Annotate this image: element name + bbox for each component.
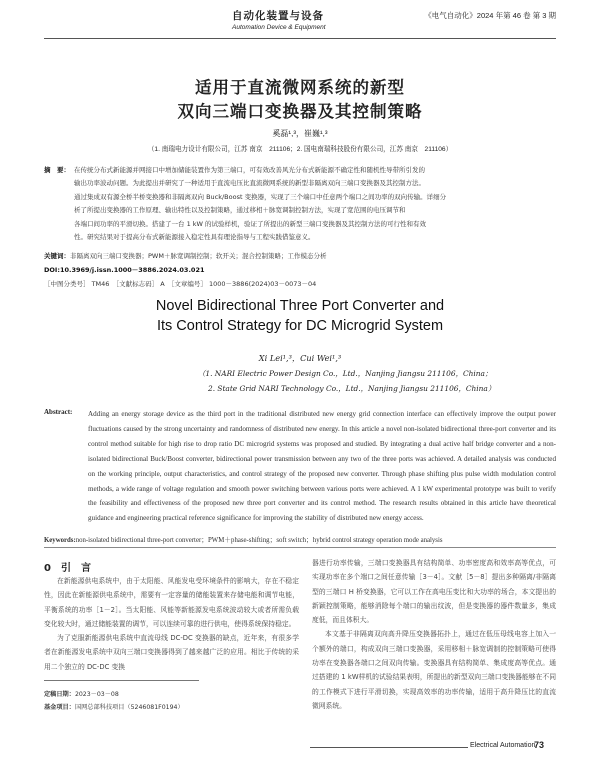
keywords-en-text: non-isolated bidirectional three-port converter；PWM＋phase-shifting；soft switch；hybrid control strategy operation mode analysis [75,537,443,544]
abstract-en-label: Abstract: [44,408,73,416]
journal-title-cn: 自动化装置与设备 [232,10,324,22]
intro-paragraph: 在新能源供电系统中，由于太阳能、风能发电受环境条件的影响大，存在不稳定性，因此在新能源供电系统中，需要有一定容量的储能装置来存储电能和调节电能，平衡系统的功率［1－2］。当太阳能、风能等新能源发电系统波动较大或者所需负载变化较大时，通过储能装置的调节，可以连续可靠的进行供电，使得系统保持稳定。 [44,577,299,628]
title-en-line1: Novel Bidirectional Three Port Converter and [155,298,445,314]
footnote-rule [44,680,199,681]
intro-paragraph: 为了克服新能源供电系统中直流母线 DC-DC 变换器的缺点，近年来，有很多学者在新能源发电系统中双向三端口变换器得到了越来越广泛的应用。相比于传统的采用二个独立的 DC-DC 变换 [44,634,299,671]
footnote-received [44,689,119,698]
title-cn-line1: 适用于直流微网系统的新型 [195,78,405,97]
abstract-cn-line: 性。研究结果对于提高分布式新能源接入稳定性具有理论指导与工程实践借鉴意义。 [74,233,315,242]
header-rule [44,38,556,39]
footer-journal-label: Electrical Automation [470,742,536,749]
authors-cn: 奚磊¹,³，崔巍¹,³ [272,129,328,138]
section-rule [44,547,556,548]
affiliation-cn: （1. 南瑞电力设计有限公司，江苏 南京 211106；2. 国电南瑞科技股份有限公司，江苏 南京 211106） [147,146,453,153]
page-number: 73 [534,740,545,750]
doi-text: 10.3969/j.issn.1000－3886.2024.03.021 [59,266,205,274]
abstract-cn [44,164,556,246]
abstract-cn-text [74,164,556,244]
doi-label: DOI: [44,266,60,274]
abstract-cn-label: 摘 要： [44,166,70,174]
abstract-cn-line: 析了所提出变换器的工作原理、输出特性以及控制策略，通过移相＋脉宽调制控制方法，实现了宽范围的电压调节和 [74,206,406,215]
abstract-cn-line: 通过集成双有源全桥半桥变换器和非隔离双向 Buck/Boost 变换器，实现了三个端口中任意两个端口之间功率的双向传输。详细分 [74,192,447,201]
affiliation-en-2-text: 2. State Grid NARI Technology Co.，Ltd.，Nanjing Jiangsu 211106，China） [208,384,496,393]
keywords-cn-label: 关键词： [44,252,70,260]
abstract-cn-line: 在传统分布式新能源并网接口中增加储能装置作为第三端口，可有效改善风光分布式新能源不确定性和随机性导带所引发的 [74,166,425,174]
abstract-cn-line: 各端口间功率的平滑切换。搭建了一台 1 kW 的试验样机，验证了所提出的新型三端口变换器及其控制方法的可行性和有效 [74,219,427,228]
affiliation-en-2 [208,383,495,394]
intro-paragraph: 器进行功率传输，三端口变换器具有结构简单、功率密度高和效率高等优点，可实现功率在多个端口之间任意传输［3－4］。文献［5－8］提出多种隔离/非隔离型的三端口 H 桥变换器，它可以工作在高电压变比和大功率的场合，本文提出的新颖控制策略，能够消除每个端口的输出纹波，但是变换器的器件数量多，集成度低，而且体积大。 [312,559,556,625]
abstract-cn-line: 输出功率波动问题。为此提出并研究了一种适用于直流电压比直流微网系统的新型非隔离双向三端口变换器及其控制方法。 [74,179,425,188]
received-date: 2023－03－08 [74,691,119,698]
abstract-en-text: Adding an energy storage device as the third port in the traditional distributed new energy grid connection interface can effectively improve the output power fluctuations caused by the strong uncertainty and randomness of distributed new energy. In this article a novel non-isolated bidirectional three-port converter and its control method suitable for high rise to drop ratio DC microgrid systems was proposed and studied. By integrating a dual active half bridge converter and a non-isolated bidirectional Buck/Boost converter, bidirectional power transmission between any two of the three ports was achieved. A detailed analysis was conducted on the working principle, output characteristics, and control strategy of the proposed new converter. Through phase shifting plus pulse width modulation control methods, a wide range of voltage regulation and smooth power switching between various ports were achieved. A 1 kW experimental prototype was built to verify the feasibility and effectiveness of the proposed new three port converter and its control method. The research results obtained in this article have theoretical guidance and engineering practical reference significance for improving the stability of distributed new energy access. [88,410,556,523]
keywords-cn-text: 非隔离双向三端口变换器；PWM＋脉宽调制控制；软开关；混合控制策略；工作模态分析 [70,252,327,260]
received-label: 定稿日期： [44,691,75,698]
authors-en: Xi Lei¹,³，Cui Wei¹,³ [258,353,342,363]
keywords-en-label: Keywords: [44,537,76,544]
title-cn-line2: 双向三端口变换器及其控制策略 [177,102,423,121]
footnote-fund [44,702,184,711]
keywords-en [44,534,556,544]
keywords-cn [44,250,556,263]
affiliation-en-1-text: （1. NARI Electric Power Design Co.，Ltd.，Nanjing Jiangsu 211106，China； [198,369,493,378]
intro-right-column [312,556,556,713]
fund-text: 国网总部科技项目（5246081F0194） [74,704,184,711]
intro-heading: 0 引 言 [44,563,91,574]
classification: ［中图分类号］ TM46 ［文献标志码］ A ［文章编号］ 1000－3886(2024)03－0073－04 [44,280,317,288]
intro-left-column [44,574,299,674]
journal-title-en: Automation Device & Equipment [232,24,326,31]
issue-info: 《电气自动化》2024 年第 46 卷 第 3 期 [424,11,556,20]
affiliation-en-1 [198,368,492,379]
doi [44,264,556,277]
intro-paragraph: 本文基于非隔离双向高升降压变换器拓扑上，通过在低压母线电容上加入一个额外的端口，构成双向三端口变换器，采用移相＋脉宽调制的控制策略可使得功率在变换器各端口之间双向传输。变换器具有结构简单、集成度高等优点。通过搭建的 1 kW样机的试验结果表明，所提出的新型双向三端口变换器能够在不同的工作模式下进行平滑切换，实现高效率的功率传输，适用于高升降压比的直流微网系统。 [312,630,556,710]
title-en-line2: Its Control Strategy for DC Microgrid System [156,318,444,334]
fund-label: 基金项目： [44,704,75,711]
